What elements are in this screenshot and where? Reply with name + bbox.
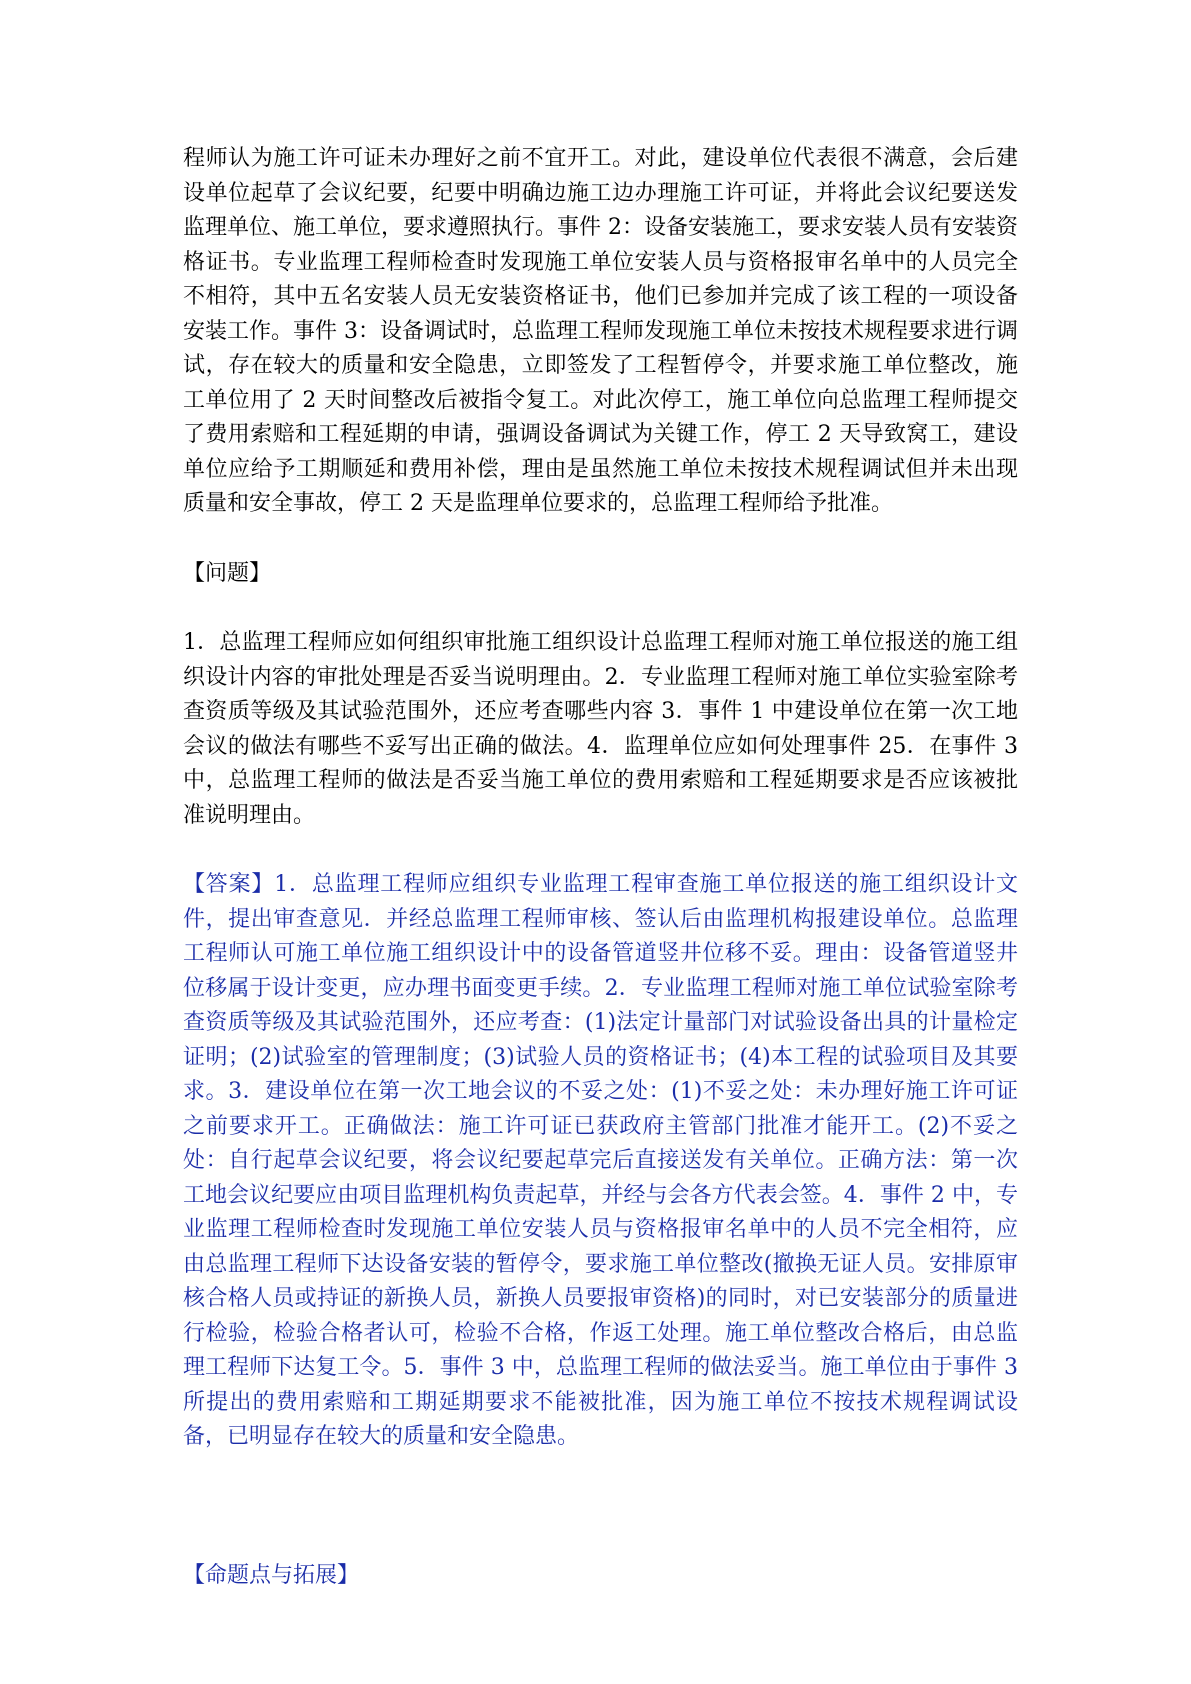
extend-heading: 【命题点与拓展】	[183, 1562, 360, 1588]
questions-paragraph: 1．总监理工程师应如何组织审批施工组织设计总监理工程师对施工单位报送的施工组织设计内容的审批处理是否妥当说明理由。2．专业监理工程师对施工单位实验室除考查资质等级及其试验范围外，还应考查哪些内容 3．事件 1 中建设单位在第一次工地会议的做法有哪些不妥写出正确的做法。4．监理单位应如何处理事件 25．在事件 3 中，总监理工程师的做法是否妥当施工单位的费用索赔和工程延期要求是否应该被批准说明理由。	[183, 630, 1018, 828]
document-page	[183, 142, 1018, 1593]
question-heading: 【问题】	[183, 560, 272, 586]
background-paragraph: 程师认为施工许可证未办理好之前不宜开工。对此，建设单位代表很不满意，会后建设单位起草了会议纪要，纪要中明确边施工边办理施工许可证，并将此会议纪要送发监理单位、施工单位，要求遵照执行。事件 2：设备安装施工，要求安装人员有安装资格证书。专业监理工程师检查时发现施工单位安装人员与资格报审名单中的人员完全不相符，其中五名安装人员无安装资格证书，他们已参加并完成了该工程的一项设备安装工作。事件 3：设备调试时，总监理工程师发现施工单位未按技术规程要求进行调试，存在较大的质量和安全隐患，立即签发了工程暂停令，并要求施工单位整改，施工单位用了 2 天时间整改后被指令复工。对此次停工，施工单位向总监理工程师提交了费用索赔和工程延期的申请，强调设备调试为关键工作，停工 2 天导致窝工，建设单位应给予工期顺延和费用补偿，理由是虽然施工单位未按技术规程调试但并未出现质量和安全事故，停工 2 天是监理单位要求的，总监理工程师给予批准。	[183, 146, 1018, 516]
answer-paragraph: 【答案】1．总监理工程师应组织专业监理工程审查施工单位报送的施工组织设计文件，提出审查意见．并经总监理工程师审核、签认后由监理机构报建设单位。总监理工程师认可施工单位施工组织设计中的设备管道竖井位移不妥。理由：设备管道竖井位移属于设计变更，应办理书面变更手续。2．专业监理工程师对施工单位试验室除考查资质等级及其试验范围外，还应考查：(1)法定计量部门对试验设备出具的计量检定证明；(2)试验室的管理制度；(3)试验人员的资格证书；(4)本工程的试验项目及其要求。3．建设单位在第一次工地会议的不妥之处：(1)不妥之处：未办理好施工许可证之前要求开工。正确做法：施工许可证已获政府主管部门批准才能开工。(2)不妥之处：自行起草会议纪要，将会议纪要起草完后直接送发有关单位。正确方法：第一次工地会议纪要应由项目监理机构负责起草，并经与会各方代表会签。4．事件 2 中，专业监理工程师检查时发现施工单位安装人员与资格报审名单中的人员不完全相符，应由总监理工程师下达设备安装的暂停令，要求施工单位整改(撤换无证人员。安排原审核合格人员或持证的新换人员，新换人员要报审资格)的同时，对已安装部分的质量进行检验，检验合格者认可，检验不合格，作返工处理。施工单位整改合格后，由总监理工程师下达复工令。5．事件 3 中，总监理工程师的做法妥当。施工单位由于事件 3 所提出的费用索赔和工期延期要求不能被批准，因为施工单位不按技术规程调试设备，已明显存在较大的质量和安全隐患。	[183, 872, 1018, 1449]
